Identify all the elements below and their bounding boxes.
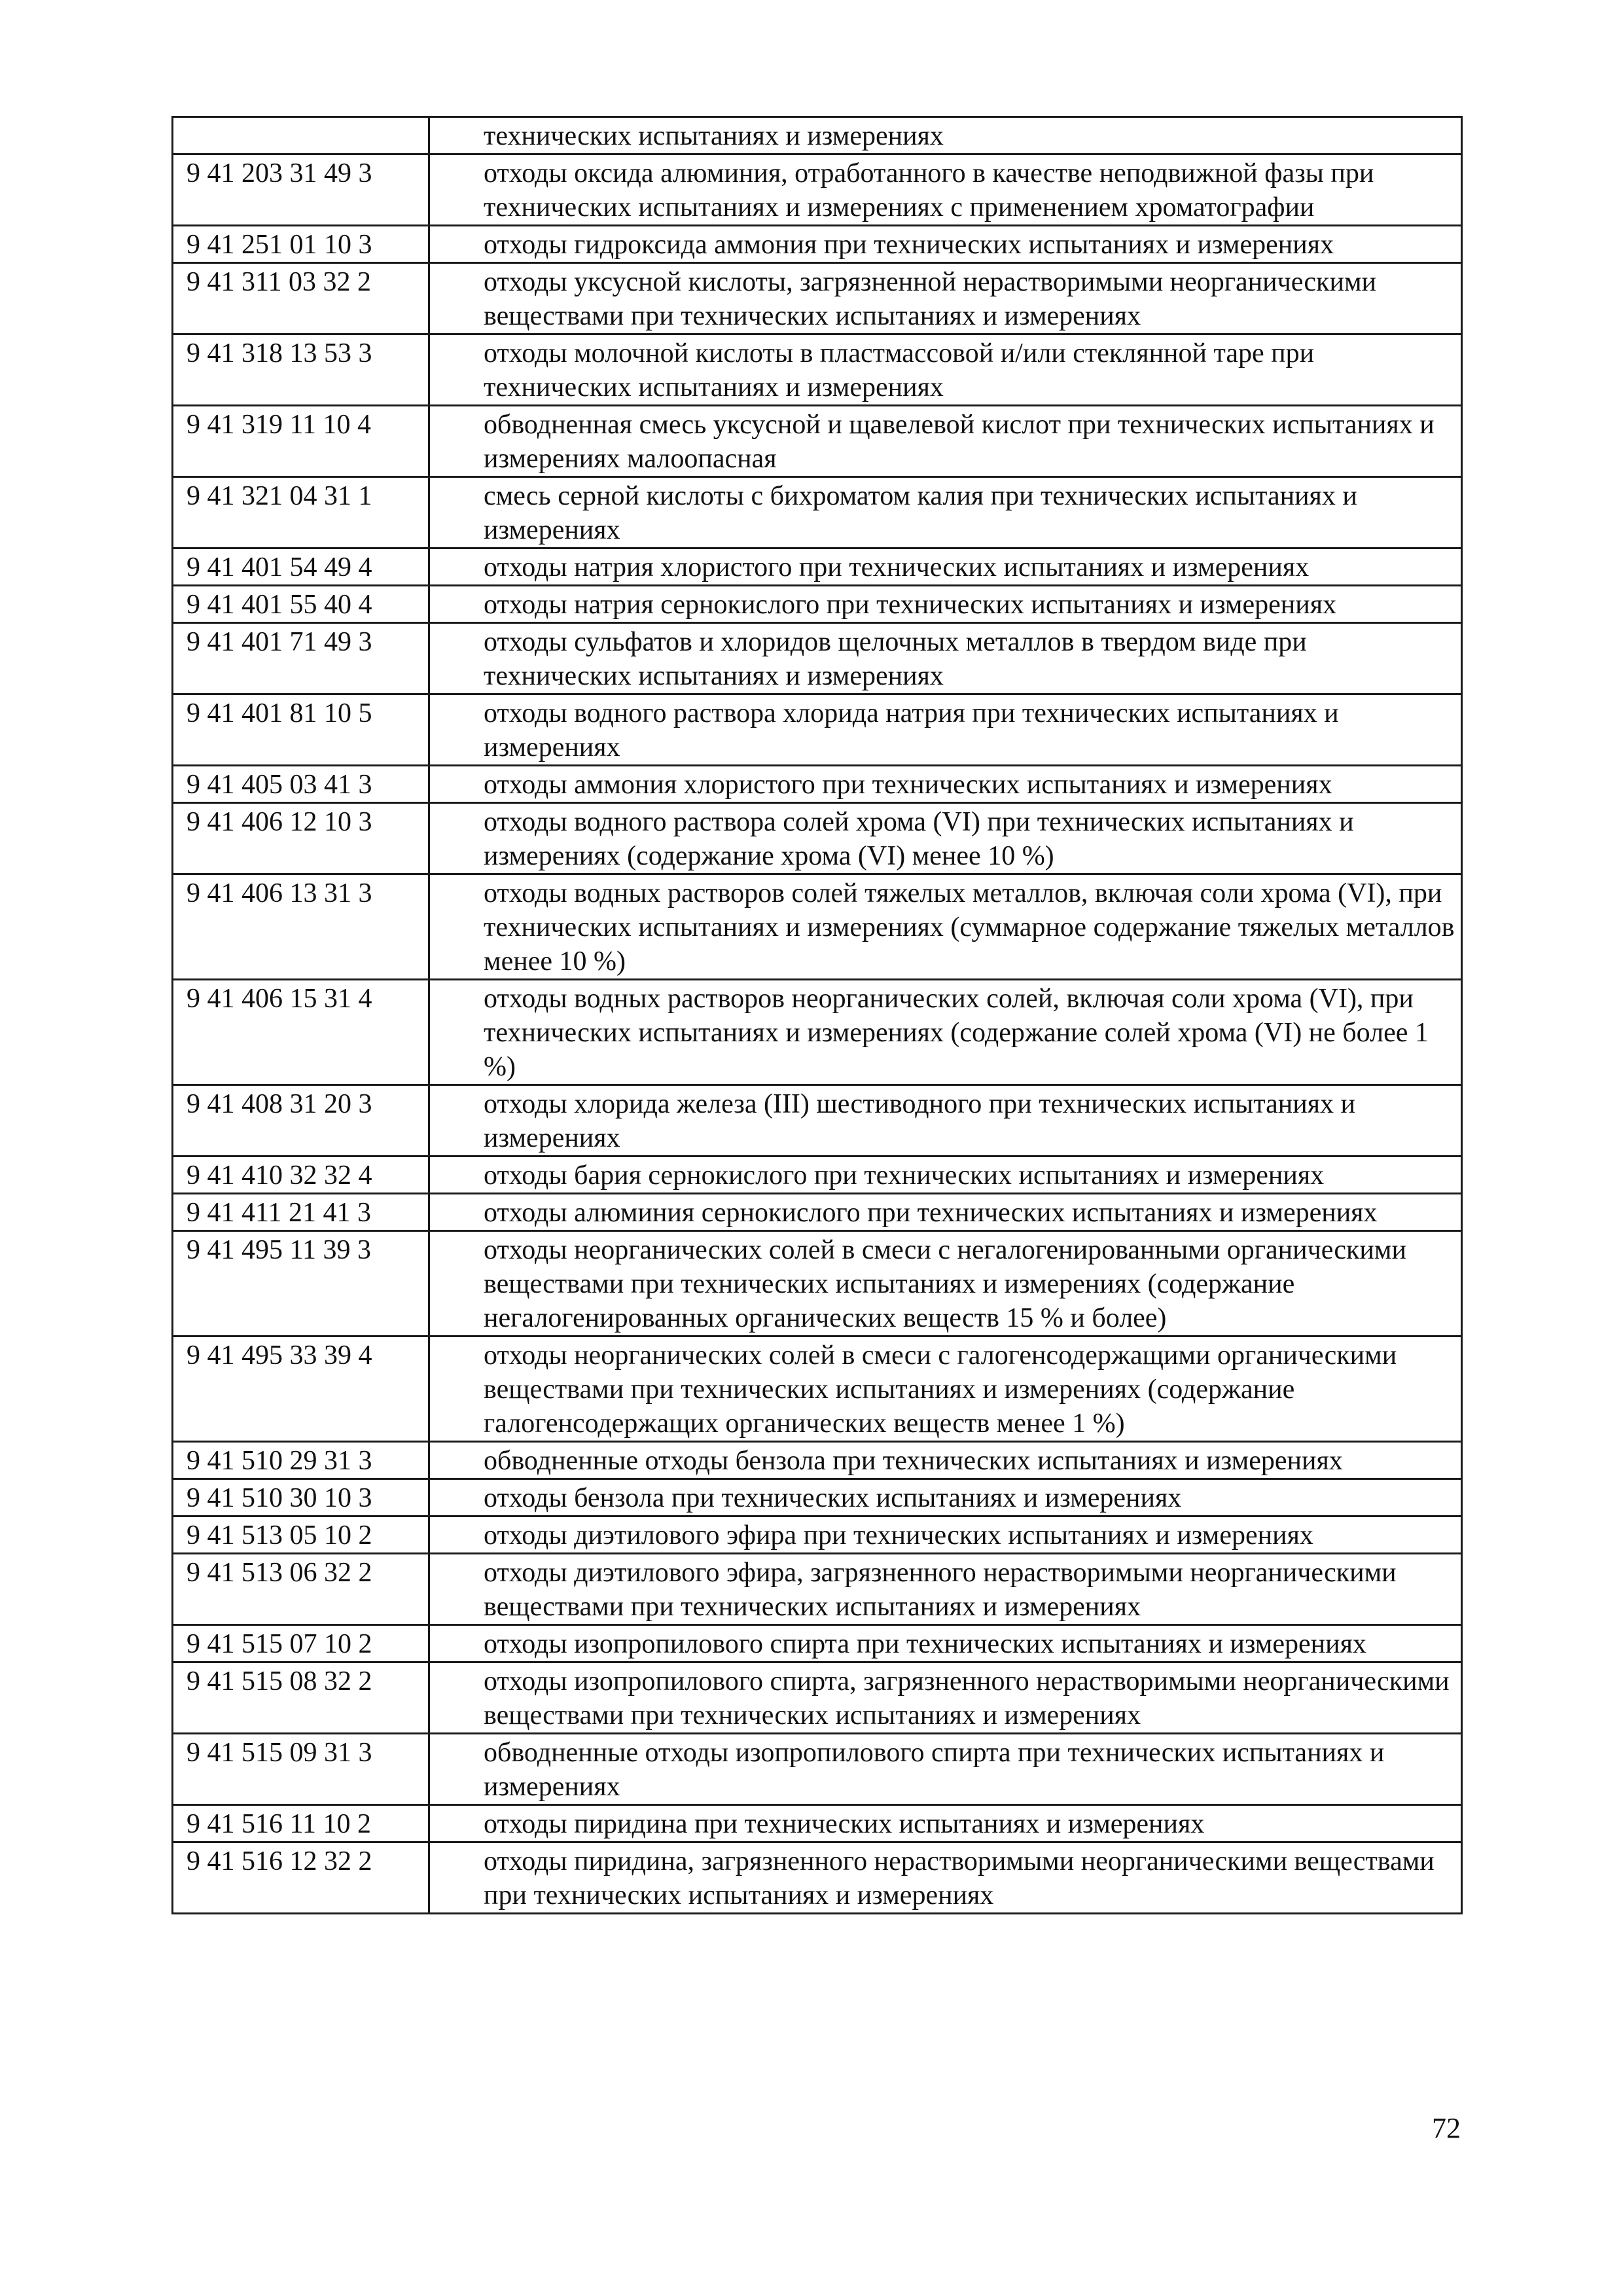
table-row xyxy=(173,1554,1462,1625)
waste-code-cell: 9 41 516 12 32 2 xyxy=(173,1842,429,1914)
waste-code-cell xyxy=(173,117,429,154)
waste-description-cell: отходы водных растворов солей тяжелых металлов, включая соли хрома (VI), при технических испытаниях и измерениях (суммарное содержание тяжелых металлов менее 10 %) xyxy=(429,874,1462,980)
waste-code-cell: 9 41 401 81 10 5 xyxy=(173,694,429,766)
table-row xyxy=(173,1157,1462,1194)
table-row xyxy=(173,226,1462,263)
waste-description-cell: отходы натрия хлористого при технических испытаниях и измерениях xyxy=(429,548,1462,586)
table-row xyxy=(173,1805,1462,1842)
table-row xyxy=(173,477,1462,548)
table-row xyxy=(173,1085,1462,1157)
waste-code-cell: 9 41 318 13 53 3 xyxy=(173,334,429,406)
waste-code-cell: 9 41 408 31 20 3 xyxy=(173,1085,429,1157)
table-row xyxy=(173,117,1462,154)
table-row xyxy=(173,1516,1462,1554)
waste-description-cell: отходы водного раствора солей хрома (VI) при технических испытаниях и измерениях (содержание хрома (VI) менее 10 %) xyxy=(429,803,1462,874)
waste-description-cell: обводненная смесь уксусной и щавелевой кислот при технических испытаниях и измерениях малоопасная xyxy=(429,406,1462,477)
waste-description-cell: отходы неорганических солей в смеси с негалогенированными органическими веществами при технических испытаниях и измерениях (содержание негалогенированных органических веществ 15 % и более) xyxy=(429,1231,1462,1336)
table-row xyxy=(173,586,1462,623)
table-row xyxy=(173,154,1462,226)
table-row xyxy=(173,1625,1462,1662)
table-row xyxy=(173,406,1462,477)
waste-code-cell: 9 41 405 03 41 3 xyxy=(173,766,429,803)
waste-description-cell: отходы водного раствора хлорида натрия при технических испытаниях и измерениях xyxy=(429,694,1462,766)
waste-code-cell: 9 41 203 31 49 3 xyxy=(173,154,429,226)
table-row xyxy=(173,548,1462,586)
waste-description-cell: отходы молочной кислоты в пластмассовой и/или стеклянной таре при технических испытаниях и измерениях xyxy=(429,334,1462,406)
page-number: 72 xyxy=(1432,2112,1461,2144)
waste-description-cell: отходы изопропилового спирта при технических испытаниях и измерениях xyxy=(429,1625,1462,1662)
waste-code-cell: 9 41 495 33 39 4 xyxy=(173,1336,429,1442)
waste-code-cell: 9 41 515 07 10 2 xyxy=(173,1625,429,1662)
table-row xyxy=(173,1231,1462,1336)
waste-description-cell: отходы диэтилового эфира при технических испытаниях и измерениях xyxy=(429,1516,1462,1554)
table-row xyxy=(173,263,1462,334)
table-row xyxy=(173,1842,1462,1914)
waste-description-cell: обводненные отходы бензола при технических испытаниях и измерениях xyxy=(429,1442,1462,1479)
waste-description-cell: смесь серной кислоты с бихроматом калия при технических испытаниях и измерениях xyxy=(429,477,1462,548)
waste-description-cell: отходы хлорида железа (III) шестиводного при технических испытаниях и измерениях xyxy=(429,1085,1462,1157)
waste-code-cell: 9 41 510 30 10 3 xyxy=(173,1479,429,1516)
table-row xyxy=(173,694,1462,766)
waste-code-cell: 9 41 401 71 49 3 xyxy=(173,623,429,694)
table-row xyxy=(173,766,1462,803)
waste-code-cell: 9 41 410 32 32 4 xyxy=(173,1157,429,1194)
waste-description-cell: отходы оксида алюминия, отработанного в качестве неподвижной фазы при технических испытаниях и измерениях с применением хроматографии xyxy=(429,154,1462,226)
waste-description-cell: отходы неорганических солей в смеси с галогенсодержащими органическими веществами при технических испытаниях и измерениях (содержание галогенсодержащих органических веществ менее 1 %) xyxy=(429,1336,1462,1442)
waste-description-cell: отходы бария сернокислого при технических испытаниях и измерениях xyxy=(429,1157,1462,1194)
waste-code-cell: 9 41 401 55 40 4 xyxy=(173,586,429,623)
waste-code-cell: 9 41 411 21 41 3 xyxy=(173,1194,429,1231)
waste-description-cell: отходы аммония хлористого при технических испытаниях и измерениях xyxy=(429,766,1462,803)
waste-description-cell: отходы пиридина, загрязненного нерастворимыми неорганическими веществами при технических испытаниях и измерениях xyxy=(429,1842,1462,1914)
waste-code-cell: 9 41 516 11 10 2 xyxy=(173,1805,429,1842)
waste-code-cell: 9 41 321 04 31 1 xyxy=(173,477,429,548)
waste-description-cell: отходы сульфатов и хлоридов щелочных металлов в твердом виде при технических испытаниях и измерениях xyxy=(429,623,1462,694)
table-row xyxy=(173,1479,1462,1516)
waste-description-cell: отходы водных растворов неорганических солей, включая соли хрома (VI), при технических испытаниях и измерениях (содержание солей хрома (VI) не более 1 %) xyxy=(429,980,1462,1085)
waste-description-cell: технических испытаниях и измерениях xyxy=(429,117,1462,154)
waste-description-cell: отходы гидроксида аммония при технических испытаниях и измерениях xyxy=(429,226,1462,263)
waste-code-cell: 9 41 319 11 10 4 xyxy=(173,406,429,477)
table-row xyxy=(173,334,1462,406)
waste-code-cell: 9 41 510 29 31 3 xyxy=(173,1442,429,1479)
table-row xyxy=(173,1662,1462,1734)
table-row xyxy=(173,623,1462,694)
waste-code-cell: 9 41 251 01 10 3 xyxy=(173,226,429,263)
table-row xyxy=(173,980,1462,1085)
waste-code-cell: 9 41 406 13 31 3 xyxy=(173,874,429,980)
waste-code-cell: 9 41 513 06 32 2 xyxy=(173,1554,429,1625)
waste-code-cell: 9 41 515 08 32 2 xyxy=(173,1662,429,1734)
table-row xyxy=(173,1194,1462,1231)
waste-code-cell: 9 41 401 54 49 4 xyxy=(173,548,429,586)
waste-code-cell: 9 41 495 11 39 3 xyxy=(173,1231,429,1336)
waste-description-cell: отходы уксусной кислоты, загрязненной нерастворимыми неорганическими веществами при технических испытаниях и измерениях xyxy=(429,263,1462,334)
waste-code-cell: 9 41 515 09 31 3 xyxy=(173,1734,429,1805)
waste-code-cell: 9 41 406 12 10 3 xyxy=(173,803,429,874)
table-row xyxy=(173,1442,1462,1479)
waste-code-cell: 9 41 406 15 31 4 xyxy=(173,980,429,1085)
waste-description-cell: отходы диэтилового эфира, загрязненного нерастворимыми неорганическими веществами при технических испытаниях и измерениях xyxy=(429,1554,1462,1625)
waste-description-cell: отходы натрия сернокислого при технических испытаниях и измерениях xyxy=(429,586,1462,623)
table-row xyxy=(173,803,1462,874)
waste-classification-table xyxy=(171,116,1463,1914)
waste-code-cell: 9 41 311 03 32 2 xyxy=(173,263,429,334)
waste-description-cell: отходы бензола при технических испытаниях и измерениях xyxy=(429,1479,1462,1516)
table-row xyxy=(173,1336,1462,1442)
waste-description-cell: отходы пиридина при технических испытаниях и измерениях xyxy=(429,1805,1462,1842)
table-row xyxy=(173,1734,1462,1805)
waste-description-cell: отходы изопропилового спирта, загрязненного нерастворимыми неорганическими веществами при технических испытаниях и измерениях xyxy=(429,1662,1462,1734)
table-row xyxy=(173,874,1462,980)
waste-description-cell: обводненные отходы изопропилового спирта при технических испытаниях и измерениях xyxy=(429,1734,1462,1805)
waste-description-cell: отходы алюминия сернокислого при технических испытаниях и измерениях xyxy=(429,1194,1462,1231)
waste-code-cell: 9 41 513 05 10 2 xyxy=(173,1516,429,1554)
